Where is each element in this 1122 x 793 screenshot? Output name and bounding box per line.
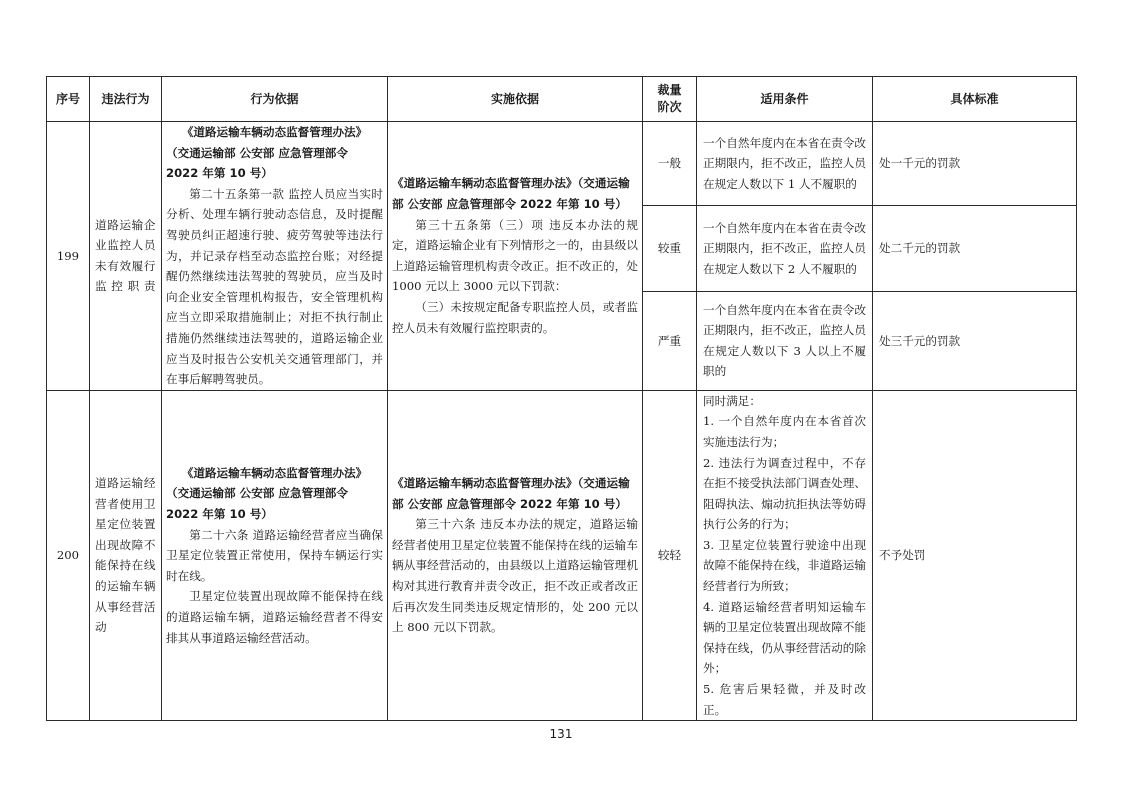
table-row-200 xyxy=(47,390,1077,721)
header-implementation: 实施依据 xyxy=(388,77,643,122)
law-issuer: （交通运输部 公安部 应急管理部令 xyxy=(166,486,348,501)
condition-item: 1. 一个自然年度内在本省首次实施违法行为； xyxy=(703,414,866,449)
row-number: 199 xyxy=(47,122,90,391)
impl-law-title: 《道路运输车辆动态监督管理办法》（交通运输部 公安部 应急管理部令 2022 年第 10 号） xyxy=(392,176,630,212)
impl-law-title: 《道路运输车辆动态监督管理办法》（交通运输部 公安部 应急管理部令 2022 年第 10 号） xyxy=(392,476,630,511)
penalty-standard: 不予处罚 xyxy=(873,390,1077,721)
penalty-standard: 处二千元的罚款 xyxy=(873,206,1077,291)
penalty-standard: 处三千元的罚款 xyxy=(873,291,1077,390)
header-level-line1: 裁量 xyxy=(657,83,682,97)
applicable-condition xyxy=(697,390,873,721)
applicable-condition: 一个自然年度内在本省在责令改正期限内，拒不改正，监控人员在规定人数以下 2 人不履职的 xyxy=(697,206,873,291)
condition-item: 2. 违法行为调查过程中，不存在拒不接受执法部门调查处理、阻碍执法、煽动抗拒执法等妨碍执行公务的行为； xyxy=(703,455,866,532)
header-basis: 行为依据 xyxy=(162,77,388,122)
violation-description: 道路运输企业监控人员未有效履行监控职责 xyxy=(90,122,162,391)
basis-article-text-2: 卫星定位装置出现故障不能保持在线的道路运输车辆，道路运输经营者不得安排其从事道路运输经营活动。 xyxy=(166,589,383,645)
header-conditions: 适用条件 xyxy=(697,77,873,122)
implementation-basis xyxy=(388,390,643,721)
condition-item: 5. 危害后果轻微，并及时改正。 xyxy=(703,682,866,717)
law-issuer: （交通运输部 公安部 应急管理部令 xyxy=(166,145,348,160)
impl-article-item: （三）未按规定配备专职监控人员，或者监控人员未有效履行监控职责的。 xyxy=(392,300,638,335)
header-row xyxy=(47,77,1077,122)
condition-item: 4. 道路运输经营者明知运输车辆的卫星定位装置出现故障不能保持在线，仍从事经营活动的除外； xyxy=(703,599,866,676)
header-violation: 违法行为 xyxy=(90,77,162,122)
law-number: 2022 年第 10 号） xyxy=(166,166,273,181)
page-number: 131 xyxy=(549,727,573,741)
penalty-standard: 处一千元的罚款 xyxy=(873,122,1077,206)
penalty-standards-table xyxy=(46,76,1077,721)
condition-intro: 同时满足： xyxy=(703,393,761,408)
violation-description: 道路运输经营者使用卫星定位装置出现故障不能保持在线的运输车辆从事经营活动 xyxy=(90,390,162,721)
law-number: 2022 年第 10 号） xyxy=(166,506,273,521)
header-no: 序号 xyxy=(47,77,90,122)
condition-item: 3. 卫星定位装置行驶途中出现故障不能保持在线，非道路运输经营者行为所致； xyxy=(703,537,866,594)
impl-article-text: 第三十五条第（三）项 违反本办法的规定，道路运输企业有下列情形之一的，由县级以上道路运输管理机构责令改正。拒不改正的，处 1000 元以上 3000 元以下罚款： xyxy=(392,217,638,294)
header-level xyxy=(643,77,697,122)
implementation-basis xyxy=(388,122,643,391)
row-number: 200 xyxy=(47,390,90,721)
law-title: 《道路运输车辆动态监督管理办法》 xyxy=(181,125,368,139)
discretion-level: 严重 xyxy=(643,291,697,390)
header-standard: 具体标准 xyxy=(873,77,1077,122)
basis-article-text: 第二十五条第一款 监控人员应当实时分析、处理车辆行驶动态信息，及时提醒驾驶员纠正超速行驶、疲劳驾驶等违法行为，并记录存档至动态监控台账；对经提醒仍然继续违法驾驶的驾驶员，应当及时向企业安全管理机构报告，安全管理机构应当立即采取措施制止；对拒不执行制止措施仍然继续违法驾驶的，道路运输企业应当及时报告公安机关交通管理部门，并在事后解聘驾驶员。 xyxy=(166,186,383,387)
basis-article-text: 第二十六条 道路运输经营者应当确保卫星定位装置正常使用，保持车辆运行实时在线。 xyxy=(166,527,383,583)
legal-basis xyxy=(162,122,388,391)
applicable-condition: 一个自然年度内在本省在责令改正期限内，拒不改正，监控人员在规定人数以下 3 人以上不履职的 xyxy=(697,291,873,390)
discretion-level: 较重 xyxy=(643,206,697,291)
law-title: 《道路运输车辆动态监督管理办法》 xyxy=(181,465,368,480)
discretion-level: 较轻 xyxy=(643,390,697,721)
discretion-level: 一般 xyxy=(643,122,697,206)
impl-article-text: 第三十六条 违反本办法的规定，道路运输经营者使用卫星定位装置不能保持在线的运输车辆从事经营活动的，由县级以上道路运输管理机构对其进行教育并责令改正，拒不改正或者改正后再次发生同类违反规定情形的，处 200 元以上 800 元以下罚款。 xyxy=(392,517,638,635)
applicable-condition: 一个自然年度内在本省在责令改正期限内，拒不改正，监控人员在规定人数以下 1 人不履职的 xyxy=(697,122,873,206)
legal-basis xyxy=(162,390,388,721)
table-row-199-tier-1 xyxy=(47,122,1077,206)
header-level-line2: 阶次 xyxy=(657,100,682,114)
